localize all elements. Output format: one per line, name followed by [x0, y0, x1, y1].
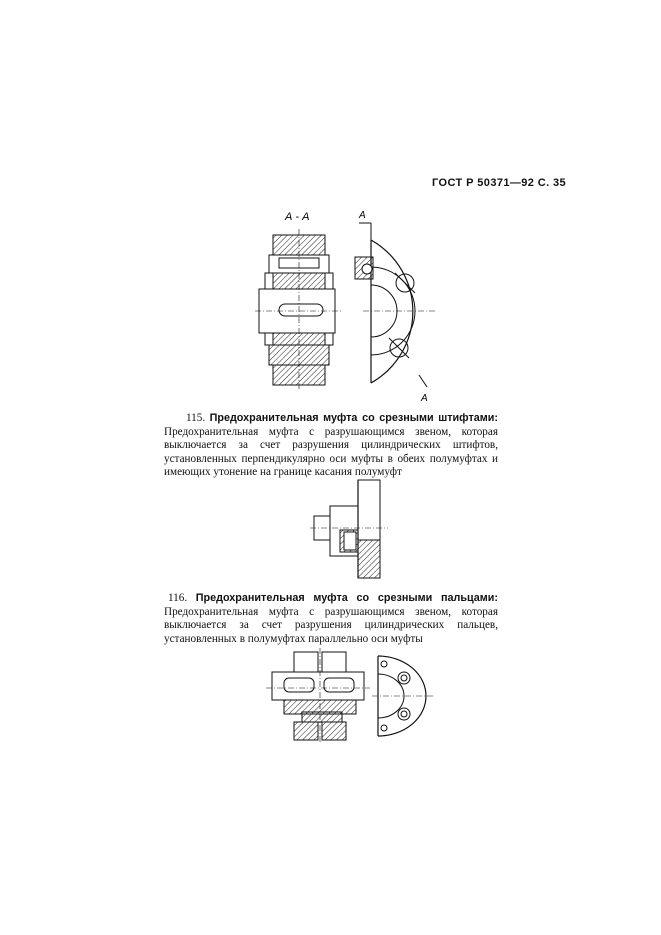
- document-reference: ГОСТ Р 50371—92 С. 35: [432, 177, 567, 189]
- item-116-text: Предохранительная муфта с разрушающимся звеном, которая выключается за счет разрушения цилиндрических пальцев, установленных в полумуфтах параллельно оси муфты: [164, 605, 498, 645]
- item-115-text: Предохранительная муфта с разрушающимся звеном, которая выключается за счет разрушения цилиндрических штифтов, установленных перпендикулярно оси муфты в обеих полумуфтах и имеющих утонение на границе касания полумуфт: [164, 425, 498, 479]
- item-116-paragraph: [164, 592, 498, 646]
- item-115-number: 115.: [186, 412, 206, 424]
- figure-shear-finger-coupling: [264, 648, 444, 746]
- item-115-title: Предохранительная муфта со срезными штифтами:: [209, 412, 498, 424]
- cut-label-top: А: [359, 210, 366, 221]
- figure-shear-pin-coupling-top: [255, 205, 455, 405]
- item-116-number: 116.: [168, 592, 188, 604]
- item-116-title: Предохранительная муфта со срезными пальцами:: [195, 592, 498, 604]
- item-115-paragraph: [164, 412, 498, 480]
- cut-label-bottom: А: [421, 393, 428, 404]
- section-label: А - А: [285, 211, 310, 223]
- figure-shear-pin-detail: [310, 478, 390, 580]
